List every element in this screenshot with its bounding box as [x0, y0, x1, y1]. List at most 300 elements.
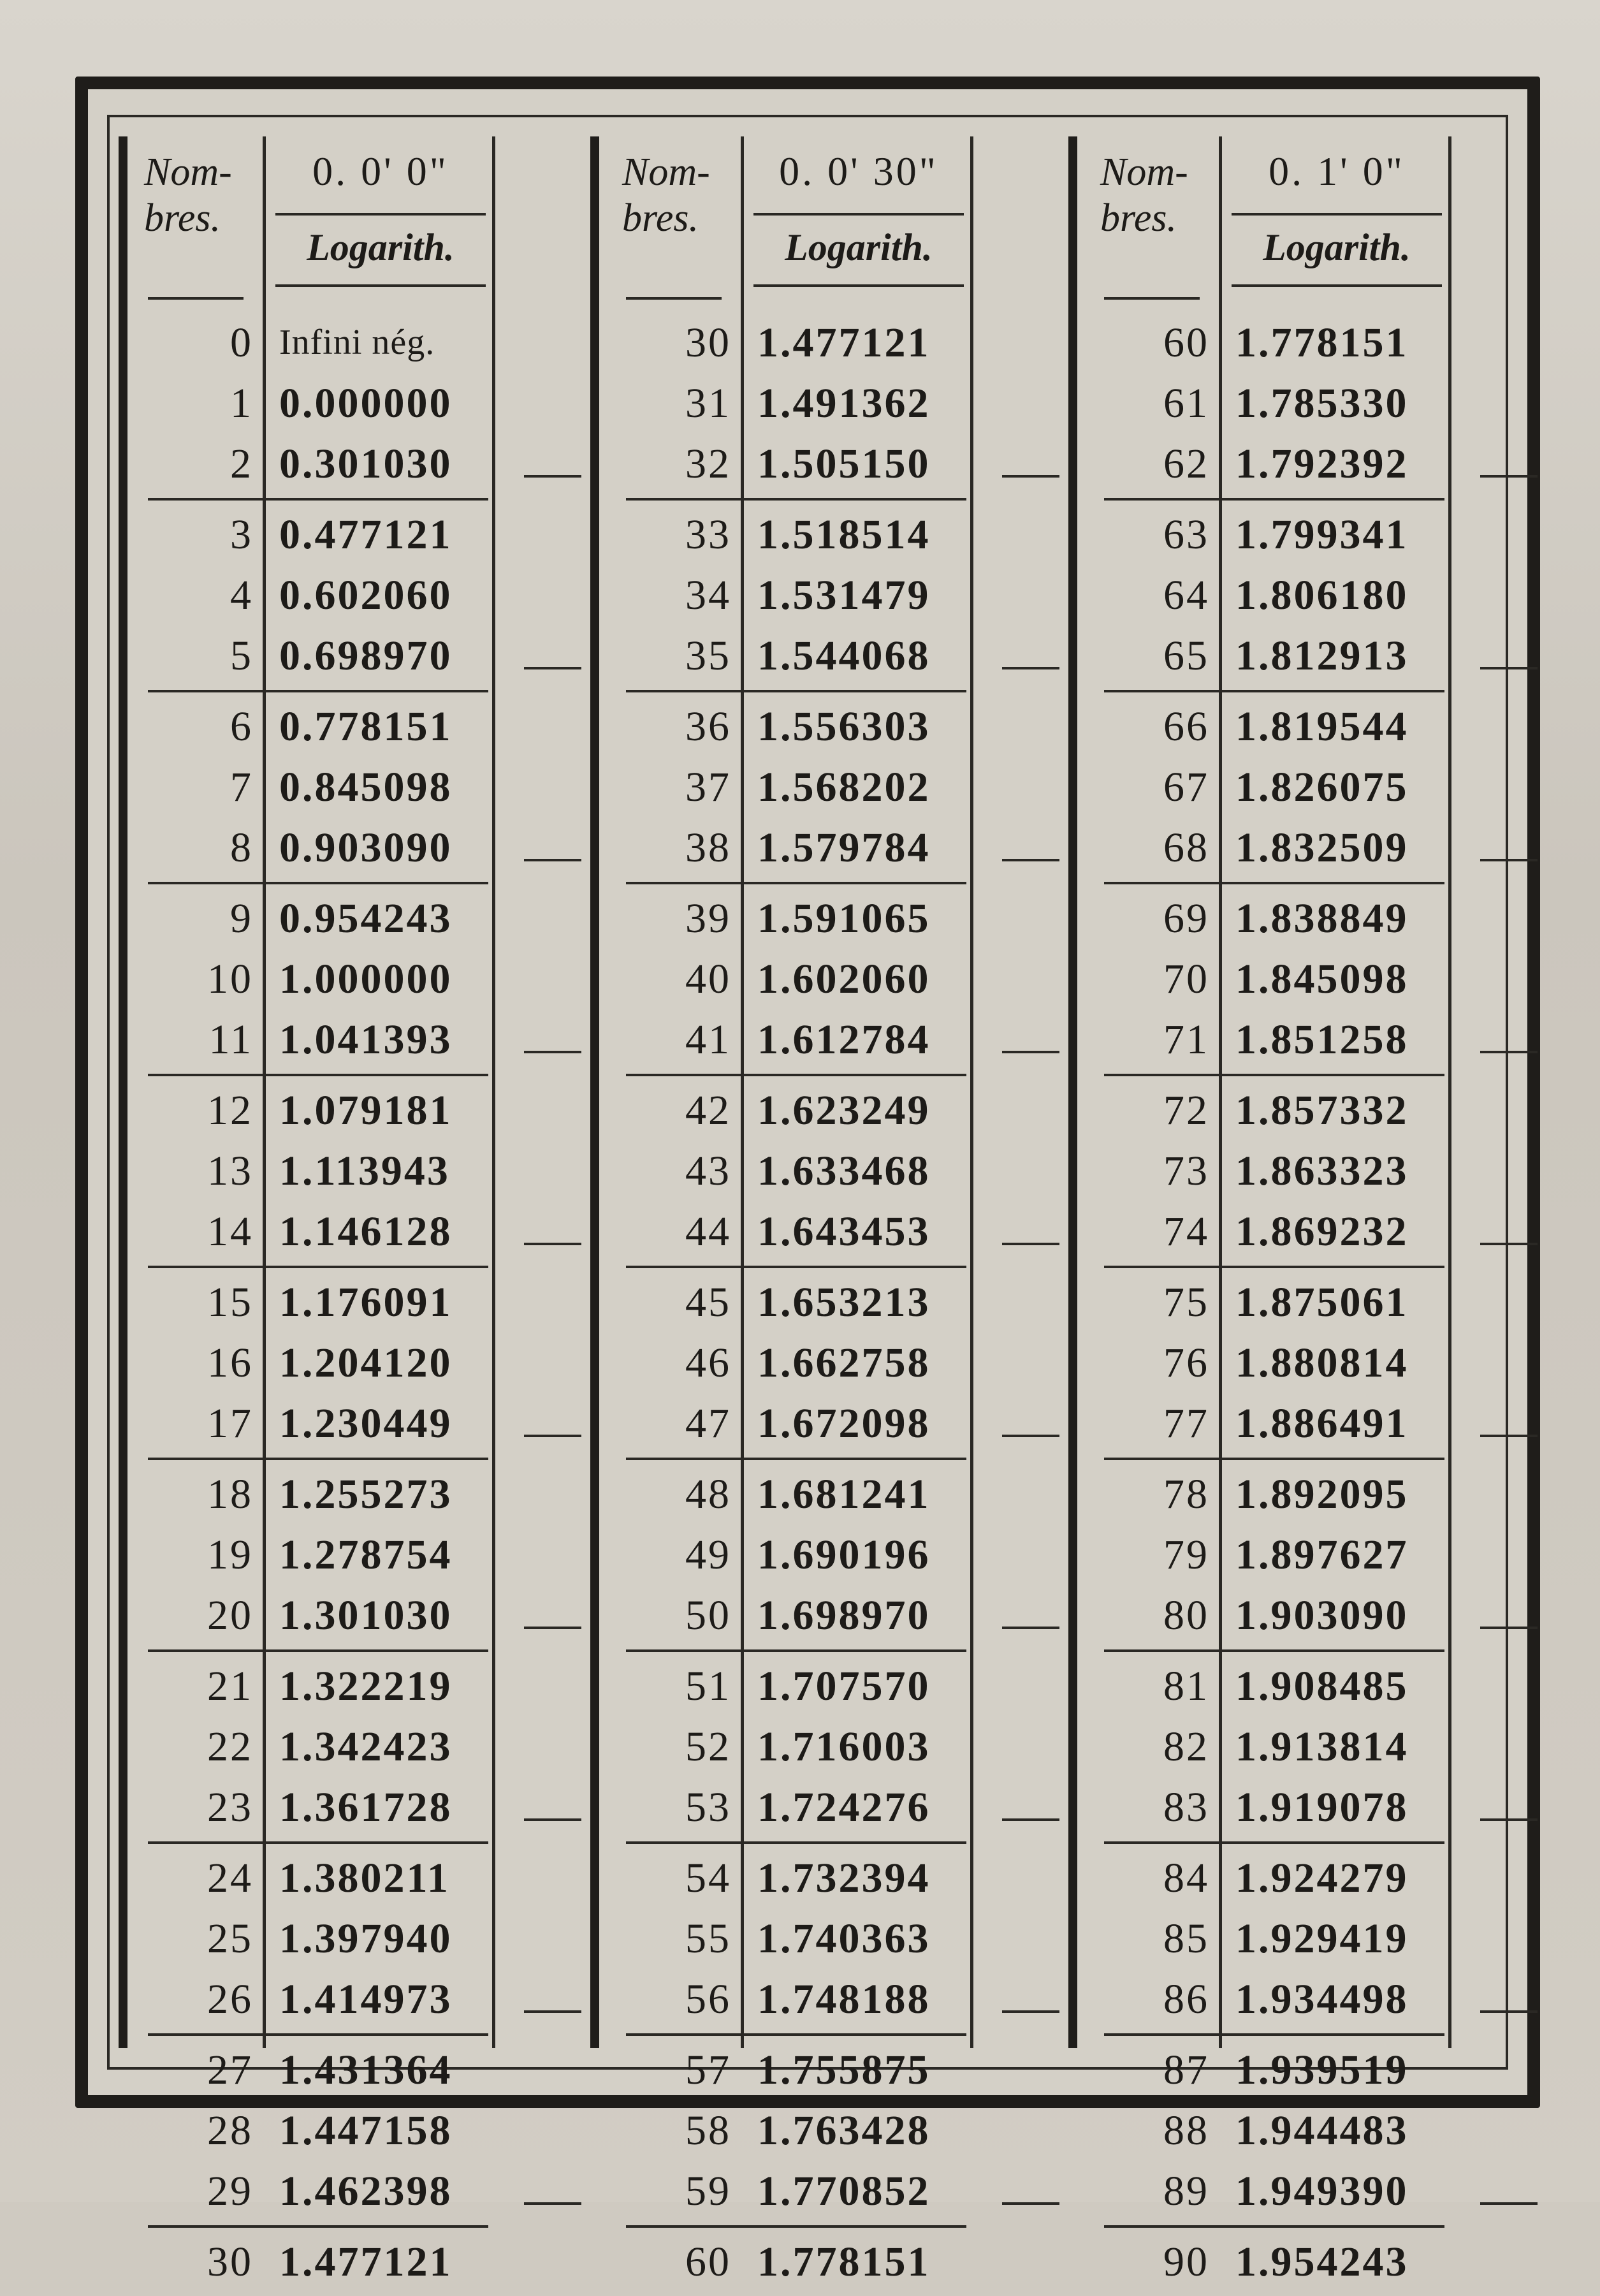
logarithm-cell: 1.447158: [279, 2107, 453, 2154]
logarithm-cell: 1.146128: [279, 1208, 453, 1255]
table-row: [135, 757, 492, 817]
row-group: [135, 1076, 492, 1266]
separator-tick: [1480, 1051, 1538, 1053]
logarithm-cell: 1.880814: [1235, 1340, 1409, 1386]
logarithm-cell: 0.602060: [279, 572, 453, 618]
number-cell: 6: [230, 703, 253, 750]
table-row: [135, 1393, 492, 1454]
logarithm-cell: 1.826075: [1235, 764, 1409, 810]
number-cell: 86: [1163, 1976, 1209, 2022]
separator-tick: [1002, 1051, 1059, 1053]
number-cell: 61: [1163, 380, 1209, 427]
logarithm-cell: 1.380211: [279, 1855, 450, 1901]
logarithm-cell: 0.954243: [279, 895, 453, 942]
logarithm-cell: 1.740363: [757, 1915, 931, 1962]
logarithm-cell: 1.000000: [279, 956, 453, 1002]
table-row: [1091, 1464, 1448, 1525]
logarithm-cell: 1.724276: [757, 1784, 931, 1831]
table-row: [1091, 1393, 1448, 1454]
logarithm-cell: 1.897627: [1235, 1532, 1409, 1578]
number-cell: 73: [1163, 1148, 1209, 1194]
number-cell: 3: [230, 511, 253, 558]
number-cell: 31: [685, 380, 731, 427]
separator-tick: [1002, 1627, 1059, 1629]
number-cell: 1: [230, 380, 253, 427]
logarithm-cell: 0.698970: [279, 632, 453, 679]
logarithm-cell: 1.954243: [1235, 2239, 1409, 2285]
column-divider-thick: [119, 136, 127, 2048]
table-row: [1091, 1656, 1448, 1716]
number-cell: 55: [685, 1915, 731, 1962]
table-row: [613, 1585, 970, 1646]
row-group: [1091, 884, 1448, 1074]
logarithm-cell: 1.255273: [279, 1471, 453, 1517]
separator-tick: [1002, 1243, 1059, 1245]
table-row: [1091, 373, 1448, 434]
logarithm-cell: 1.113943: [279, 1148, 450, 1194]
number-cell: 75: [1163, 1279, 1209, 1326]
number-cell: 41: [685, 1016, 731, 1063]
logarithm-cell: 1.934498: [1235, 1976, 1409, 2022]
separator-tick: [1480, 1627, 1538, 1629]
table-row: [1091, 888, 1448, 949]
row-group: [135, 501, 492, 690]
separator-tick: [524, 1627, 581, 1629]
logarithm-cell: 1.863323: [1235, 1148, 1409, 1194]
number-cell: 12: [207, 1087, 253, 1134]
separator-tick: [524, 859, 581, 861]
separator-tick: [524, 2010, 581, 2013]
number-cell: 34: [685, 572, 731, 618]
separator-tick: [524, 1243, 581, 1245]
number-cell: 70: [1163, 956, 1209, 1002]
number-cell: 36: [685, 703, 731, 750]
table-row: [1091, 2232, 1448, 2292]
table-row: [1091, 1848, 1448, 1908]
table-row: [1091, 1272, 1448, 1333]
logarithm-cell: 1.322219: [279, 1663, 453, 1709]
table-row: [613, 888, 970, 949]
table-row: [613, 817, 970, 878]
table-row: [1091, 1585, 1448, 1646]
table-row: [1091, 757, 1448, 817]
number-cell: 50: [685, 1592, 731, 1639]
number-cell: 89: [1163, 2168, 1209, 2214]
number-cell: 5: [230, 632, 253, 679]
logarithm-cell: 1.892095: [1235, 1471, 1409, 1517]
number-cell: 46: [685, 1340, 731, 1386]
table-row: [135, 504, 492, 565]
column-divider: [1448, 136, 1451, 2048]
table-row: [1091, 625, 1448, 686]
separator-tick: [1002, 1435, 1059, 1437]
table-row: [613, 2232, 970, 2292]
row-group: [613, 1268, 970, 1458]
table-row: [613, 757, 970, 817]
number-cell: 22: [207, 1723, 253, 1770]
column-header: [1091, 136, 1525, 296]
number-cell: 33: [685, 511, 731, 558]
number-cell: 51: [685, 1663, 731, 1709]
table-row: [135, 949, 492, 1009]
number-cell: 27: [207, 2047, 253, 2093]
header-rule: [148, 297, 244, 300]
number-cell: 90: [1163, 2239, 1209, 2285]
table-row: [613, 1525, 970, 1585]
logarithm-cell: 1.397940: [279, 1915, 453, 1962]
number-cell: 78: [1163, 1471, 1209, 1517]
logarithm-cell: 1.748188: [757, 1976, 931, 2022]
number-cell: 16: [207, 1340, 253, 1386]
table-row: [1091, 1201, 1448, 1262]
table-row: [1091, 1777, 1448, 1838]
number-cell: 87: [1163, 2047, 1209, 2093]
logarithm-cell: 1.672098: [757, 1400, 931, 1447]
table-row: [135, 312, 492, 373]
logarithm-cell: 1.924279: [1235, 1855, 1409, 1901]
number-cell: 85: [1163, 1915, 1209, 1962]
logarithm-cell: 1.579784: [757, 824, 931, 871]
column-group-1: [135, 136, 569, 2285]
logarithm-cell: 1.755875: [757, 2047, 931, 2093]
logarithm-cell: 1.875061: [1235, 1279, 1409, 1326]
row-group: [1091, 1076, 1448, 1266]
number-cell: 30: [207, 2239, 253, 2285]
number-cell: 24: [207, 1855, 253, 1901]
table-row: [135, 1009, 492, 1070]
logarithm-cell: 1.342423: [279, 1723, 453, 1770]
number-cell: 47: [685, 1400, 731, 1447]
row-group: [613, 2036, 970, 2225]
number-cell: 83: [1163, 1784, 1209, 1831]
logarithm-cell: 1.204120: [279, 1340, 453, 1386]
logarithm-cell: 1.716003: [757, 1723, 931, 1770]
logarithm-cell: 1.929419: [1235, 1915, 1409, 1962]
logarithm-cell: 1.505150: [757, 441, 931, 487]
logarithm-cell: 1.698970: [757, 1592, 931, 1639]
table-row: [135, 625, 492, 686]
logarithm-cell: 0.778151: [279, 703, 453, 750]
logarithm-cell: 0.477121: [279, 511, 453, 558]
separator-tick: [524, 667, 581, 669]
logarithm-cell: 1.556303: [757, 703, 931, 750]
table-row: [135, 2040, 492, 2100]
table-frame: [75, 77, 1540, 2285]
table-row: [613, 1272, 970, 1333]
logarithm-cell: 1.785330: [1235, 380, 1409, 427]
table-row: [135, 1272, 492, 1333]
table-row: [135, 1716, 492, 1777]
separator-tick: [1002, 1818, 1059, 1821]
rows: [1091, 309, 1448, 2296]
table-row: [1091, 1333, 1448, 1393]
table-row: [1091, 1908, 1448, 1969]
separator-tick: [524, 1435, 581, 1437]
rows: [135, 309, 492, 2296]
table-row: [613, 2161, 970, 2221]
table-row: [1091, 1009, 1448, 1070]
table-row: [135, 1464, 492, 1525]
logarith-label: Logarith.: [307, 226, 455, 268]
separator-tick: [1480, 2202, 1538, 2205]
table-row: [613, 2100, 970, 2161]
column-divider-thick: [590, 136, 599, 2048]
number-cell: 9: [230, 895, 253, 942]
logarithm-cell: 1.041393: [279, 1016, 453, 1063]
number-cell: 74: [1163, 1208, 1209, 1255]
separator-tick: [1002, 859, 1059, 861]
number-cell: 45: [685, 1279, 731, 1326]
table-row: [135, 1525, 492, 1585]
logarithm-cell: 1.857332: [1235, 1087, 1409, 1134]
separator-tick: [1480, 1818, 1538, 1821]
number-cell: 7: [230, 764, 253, 810]
logarithm-cell: 1.662758: [757, 1340, 931, 1386]
table-row: [135, 1333, 492, 1393]
number-cell: 79: [1163, 1532, 1209, 1578]
logarithm-cell: 1.414973: [279, 1976, 453, 2022]
table-row: [135, 1777, 492, 1838]
logarithm-cell: 1.886491: [1235, 1400, 1409, 1447]
logarithm-cell: 1.431364: [279, 2047, 453, 2093]
table-row: [135, 1848, 492, 1908]
number-cell: 88: [1163, 2107, 1209, 2154]
row-group: [613, 1460, 970, 1649]
number-cell: 4: [230, 572, 253, 618]
number-cell: 56: [685, 1976, 731, 2022]
table-row: [1091, 2161, 1448, 2221]
number-cell: 39: [685, 895, 731, 942]
logarithm-cell: 1.903090: [1235, 1592, 1409, 1639]
number-cell: 53: [685, 1784, 731, 1831]
number-cell: 25: [207, 1915, 253, 1962]
row-group: [135, 1652, 492, 1841]
logarithm-cell: 1.681241: [757, 1471, 931, 1517]
table-row: [613, 312, 970, 373]
separator-tick: [1480, 1243, 1538, 1245]
table-row: [613, 625, 970, 686]
table-row: [613, 1848, 970, 1908]
number-cell: 17: [207, 1400, 253, 1447]
table-row: [135, 888, 492, 949]
logarithm-cell: 0.903090: [279, 824, 453, 871]
table-row: [613, 565, 970, 625]
logarithm-cell: 1.832509: [1235, 824, 1409, 871]
row-group: [135, 884, 492, 1074]
table-row: [613, 1393, 970, 1454]
row-group: [1091, 1844, 1448, 2033]
logarithm-cell: 1.770852: [757, 2168, 931, 2214]
number-cell: 20: [207, 1592, 253, 1639]
number-cell: 29: [207, 2168, 253, 2214]
column-divider-thick: [1068, 136, 1077, 2048]
row-group: [613, 309, 970, 498]
logarithm-cell: 1.908485: [1235, 1663, 1409, 1709]
number-cell: 18: [207, 1471, 253, 1517]
number-cell: 80: [1163, 1592, 1209, 1639]
row-group: [613, 1076, 970, 1266]
logarithm-cell: 1.653213: [757, 1279, 931, 1326]
number-cell: 37: [685, 764, 731, 810]
number-cell: 40: [685, 956, 731, 1002]
number-cell: 21: [207, 1663, 253, 1709]
logarithm-cell: 1.623249: [757, 1087, 931, 1134]
table-inner-border: [107, 115, 1508, 2285]
separator-tick: [1480, 859, 1538, 861]
logarithm-cell: 1.806180: [1235, 572, 1409, 618]
logarithm-cell: 1.778151: [757, 2239, 931, 2285]
header-rule: [753, 284, 964, 287]
table-row: [135, 2232, 492, 2292]
column-divider: [492, 136, 495, 2048]
number-cell: 77: [1163, 1400, 1209, 1447]
row-group: [135, 2036, 492, 2225]
table-row: [1091, 1141, 1448, 1201]
logarithm-cell: 1.845098: [1235, 956, 1409, 1002]
number-cell: 10: [207, 956, 253, 1002]
logarithm-cell: 1.763428: [757, 2107, 931, 2154]
row-group: [613, 501, 970, 690]
table-row: [135, 1585, 492, 1646]
table-row: [1091, 1080, 1448, 1141]
table-row: [613, 696, 970, 757]
number-cell: 62: [1163, 441, 1209, 487]
row-group: [135, 2228, 492, 2296]
logarithm-cell: 1.707570: [757, 1663, 931, 1709]
number-cell: 57: [685, 2047, 731, 2093]
column-divider: [970, 136, 973, 2048]
separator-tick: [1480, 475, 1538, 478]
column-group-2: [613, 136, 1047, 2285]
table-row: [135, 696, 492, 757]
logarithm-cell: 1.939519: [1235, 2047, 1409, 2093]
separator-tick: [524, 1051, 581, 1053]
row-group: [1091, 309, 1448, 498]
rows: [613, 309, 970, 2296]
separator-tick: [524, 1818, 581, 1821]
table-row: [135, 817, 492, 878]
logarithm-cell: 1.491362: [757, 380, 931, 427]
number-cell: 65: [1163, 632, 1209, 679]
logarith-label: Logarith.: [785, 226, 933, 268]
table-row: [613, 1080, 970, 1141]
number-cell: 63: [1163, 511, 1209, 558]
separator-tick: [1002, 475, 1059, 478]
header-rule: [753, 213, 964, 216]
logarithm-cell: 1.690196: [757, 1532, 931, 1578]
header-rule: [626, 297, 722, 300]
separator-tick: [1002, 667, 1059, 669]
table-row: [1091, 949, 1448, 1009]
table-row: [613, 1969, 970, 2029]
logarithm-cell: 1.732394: [757, 1855, 931, 1901]
table-row: [613, 949, 970, 1009]
table-row: [613, 1777, 970, 1838]
number-cell: 35: [685, 632, 731, 679]
number-cell: 67: [1163, 764, 1209, 810]
number-cell: 69: [1163, 895, 1209, 942]
header-rule: [1232, 213, 1442, 216]
logarithm-cell: 1.602060: [757, 956, 931, 1002]
separator-tick: [1480, 667, 1538, 669]
number-cell: 2: [230, 441, 253, 487]
table-row: [613, 2040, 970, 2100]
logarithm-cell: 1.612784: [757, 1016, 931, 1063]
logarithm-cell: 1.278754: [279, 1532, 453, 1578]
number-cell: 58: [685, 2107, 731, 2154]
row-group: [1091, 501, 1448, 690]
nombres-label: Nom- bres.: [622, 150, 710, 240]
number-cell: 23: [207, 1784, 253, 1831]
nombres-label: Nom- bres.: [1100, 150, 1188, 240]
separator-tick: [1002, 2202, 1059, 2205]
table-row: [135, 2100, 492, 2161]
number-cell: 59: [685, 2168, 731, 2214]
separator-tick: [524, 2202, 581, 2205]
logarithm-cell: 0.845098: [279, 764, 453, 810]
row-group: [1091, 1268, 1448, 1458]
logarithm-cell: 1.812913: [1235, 632, 1409, 679]
header-rule: [275, 284, 486, 287]
table-row: [1091, 565, 1448, 625]
row-group: [1091, 2036, 1448, 2225]
number-cell: 68: [1163, 824, 1209, 871]
number-cell: 42: [685, 1087, 731, 1134]
number-cell: 81: [1163, 1663, 1209, 1709]
table-row: [1091, 1716, 1448, 1777]
number-cell: 14: [207, 1208, 253, 1255]
number-cell: 84: [1163, 1855, 1209, 1901]
logarithm-cell: 1.792392: [1235, 441, 1409, 487]
table-row: [135, 565, 492, 625]
logarithm-cell: 1.462398: [279, 2168, 453, 2214]
logarithm-cell: 1.176091: [279, 1279, 453, 1326]
logarithm-cell: 1.949390: [1235, 2168, 1409, 2214]
table-row: [1091, 1969, 1448, 2029]
number-cell: 15: [207, 1279, 253, 1326]
row-group: [135, 692, 492, 882]
row-group: [1091, 1652, 1448, 1841]
table-row: [135, 2161, 492, 2221]
logarithm-cell: 1.230449: [279, 1400, 453, 1447]
logarithm-cell: 1.531479: [757, 572, 931, 618]
logarith-label: Logarith.: [1263, 226, 1411, 268]
logarithm-cell: 1.544068: [757, 632, 931, 679]
number-cell: 43: [685, 1148, 731, 1194]
table-row: [135, 1908, 492, 1969]
table-row: [613, 1009, 970, 1070]
logarithm-cell: 1.633468: [757, 1148, 931, 1194]
logarithm-cell: 1.778151: [1235, 319, 1409, 366]
number-cell: 28: [207, 2107, 253, 2154]
logarithm-cell: 1.799341: [1235, 511, 1409, 558]
number-cell: 26: [207, 1976, 253, 2022]
number-cell: 19: [207, 1532, 253, 1578]
table-row: [613, 434, 970, 494]
table-row: [135, 1656, 492, 1716]
logarithm-cell: 1.819544: [1235, 703, 1409, 750]
number-cell: 72: [1163, 1087, 1209, 1134]
logarithm-cell: 1.869232: [1235, 1208, 1409, 1255]
row-group: [1091, 1460, 1448, 1649]
header-rule: [1232, 284, 1442, 287]
logarithm-cell: 1.913814: [1235, 1723, 1409, 1770]
logarithm-cell: 1.361728: [279, 1784, 453, 1831]
angle-label: 0. 0' 30": [779, 149, 938, 194]
table-row: [135, 1141, 492, 1201]
table-row: [1091, 504, 1448, 565]
logarithm-cell: 1.568202: [757, 764, 931, 810]
